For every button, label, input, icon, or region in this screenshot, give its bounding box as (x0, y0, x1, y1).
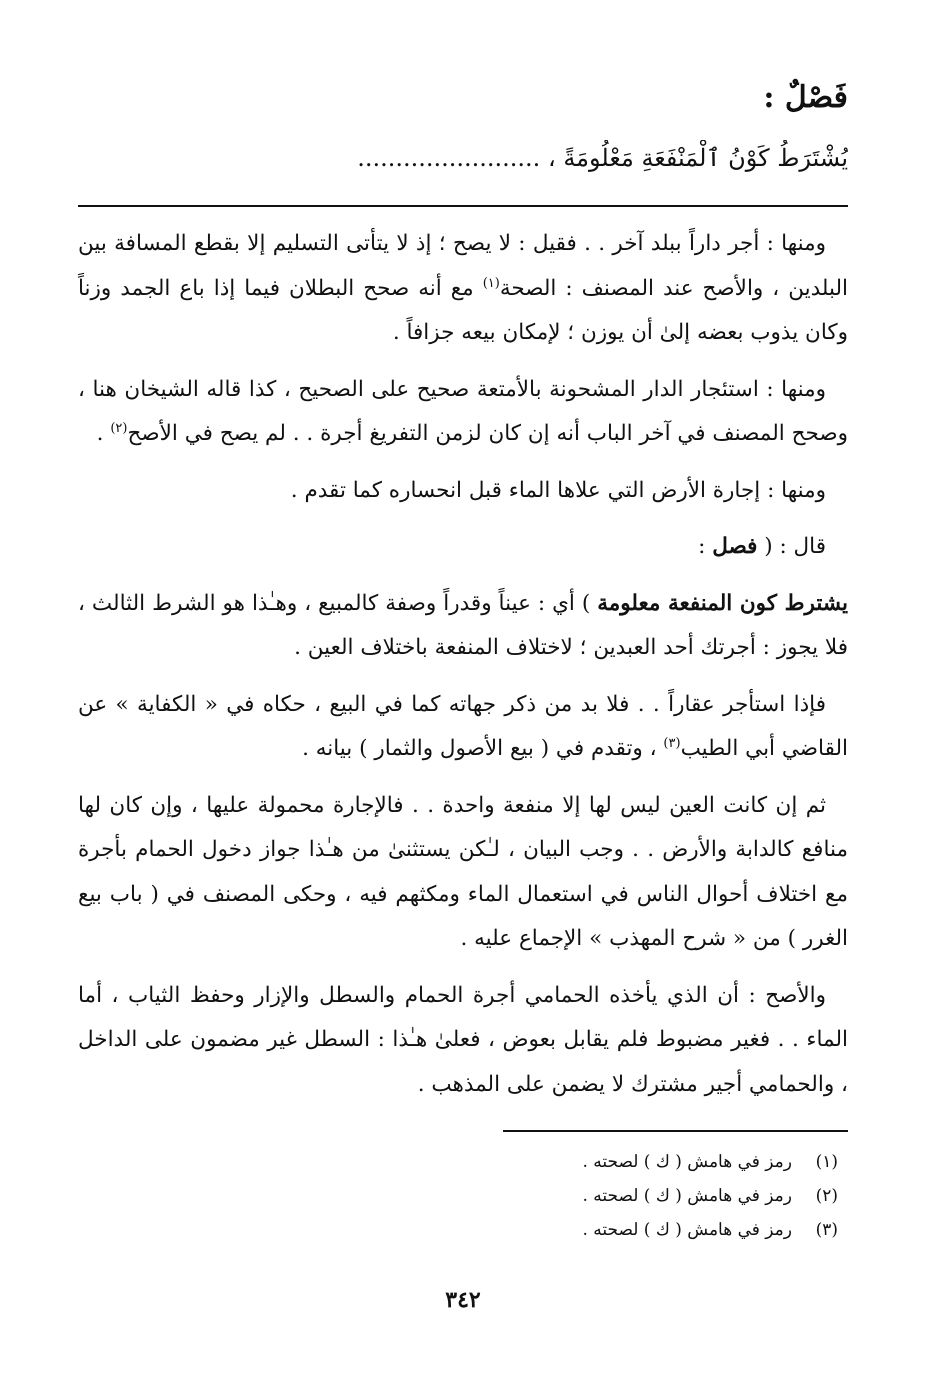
paragraph-2: ومنها : استئجار الدار المشحونة بالأمتعة صحيح على الصحيح ، كذا قاله الشيخان هنا ، وصحح المصنف في آخر الباب أنه إن كان لزمن التفريغ أجرة . . لم يصح في الأصح$^{(٢)}$ . (78, 376, 848, 446)
paragraph-1: ومنها : أجر داراً ببلد آخر . . فقيل : لا يصح ؛ إذ لا يتأتى التسليم إلا بقطع المسافة بين البلدين ، والأصح عند المصنف : الصحة$^{(١)}$ مع أنه صحح البطلان فيما إذا باع الجمد وزناً وكان يذوب بعضه إلىٰ أن يوزن ؛ لإمكان بيعه جزافاً . (78, 231, 848, 345)
footnotes (78, 1145, 838, 1247)
matn-quote: يشترط كون المنفعة معلومة (597, 590, 848, 616)
header-divider (78, 205, 848, 207)
footnote-text: رمز في هامش ( ك ) لصحته . (582, 1220, 792, 1240)
section-heading: فَصْلٌ : (763, 80, 848, 115)
section-label: فصل (712, 534, 758, 559)
paragraph-3: ومنها : إجارة الأرض التي علاها الماء قبل انحساره كما تقدم . (290, 477, 826, 503)
footnote-text: رمز في هامش ( ك ) لصحته . (582, 1186, 792, 1206)
paragraph-4: قال : ( فصل : (698, 534, 826, 559)
footnote-item (78, 1145, 838, 1179)
footnote-number: (١) (815, 1152, 838, 1172)
footnote-number: (٢) (815, 1186, 838, 1206)
main-text (78, 222, 848, 1119)
footnote-ref-3: (٣) (663, 735, 681, 751)
book-page (78, 0, 848, 1373)
footnote-ref-2: (٢) (110, 420, 128, 436)
footnote-text: رمز في هامش ( ك ) لصحته . (582, 1152, 792, 1172)
footnote-number: (٣) (815, 1220, 838, 1240)
paragraph-8: والأصح : أن الذي يأخذه الحمامي أجرة الحمام والسطل والإزار وحفظ الثياب ، أما الماء . . فغير مضبوط فلم يقابل بعوض ، فعلىٰ هـٰذا : السطل غير مضمون على الداخل ، والحمامي أجير مشترك لا يضمن على المذهب . (78, 982, 848, 1097)
paragraph-7: ثم إن كانت العين ليس لها إلا منفعة واحدة . . فالإجارة محمولة عليها ، وإن كان لها منافع كالدابة والأرض . . وجب البيان ، لـٰكن يستثنىٰ من هـٰذا جواز دخول الحمام بأجرة مع اختلاف أحوال الناس في استعمال الماء ومكثهم فيه ، وحكى المصنف في ( باب بيع الغرر ) من « شرح المهذب » الإجماع عليه . (78, 792, 848, 951)
paragraph-5: يشترط كون المنفعة معلومة ) أي : عيناً وقدراً وصفة كالمبيع ، وهـٰذا هو الشرط الثالث ، فلا يجوز : أجرتك أحد العبدين ؛ لاختلاف المنفعة باختلاف العين . (78, 590, 848, 660)
paragraph-6: فإذا استأجر عقاراً . . فلا بد من ذكر جهاته كما في البيع ، حكاه في « الكفاية » عن القاضي أبي الطيب$^{(٣)}$ ، وتقدم في ( بيع الأصول والثمار ) بيانه . (78, 691, 848, 761)
footnote-ref-1: (١) (482, 275, 500, 291)
footnote-item (78, 1179, 838, 1213)
footnote-divider (503, 1130, 848, 1132)
section-subheading (78, 140, 848, 176)
subheading-text: يُشْتَرَطُ كَوْنُ ٱلْمَنْفَعَةِ مَعْلُومَةً ، (547, 144, 848, 172)
subheading-dots: ........................ (357, 144, 541, 172)
page-number: ٣٤٢ (445, 1287, 481, 1313)
footnote-item (78, 1213, 838, 1247)
